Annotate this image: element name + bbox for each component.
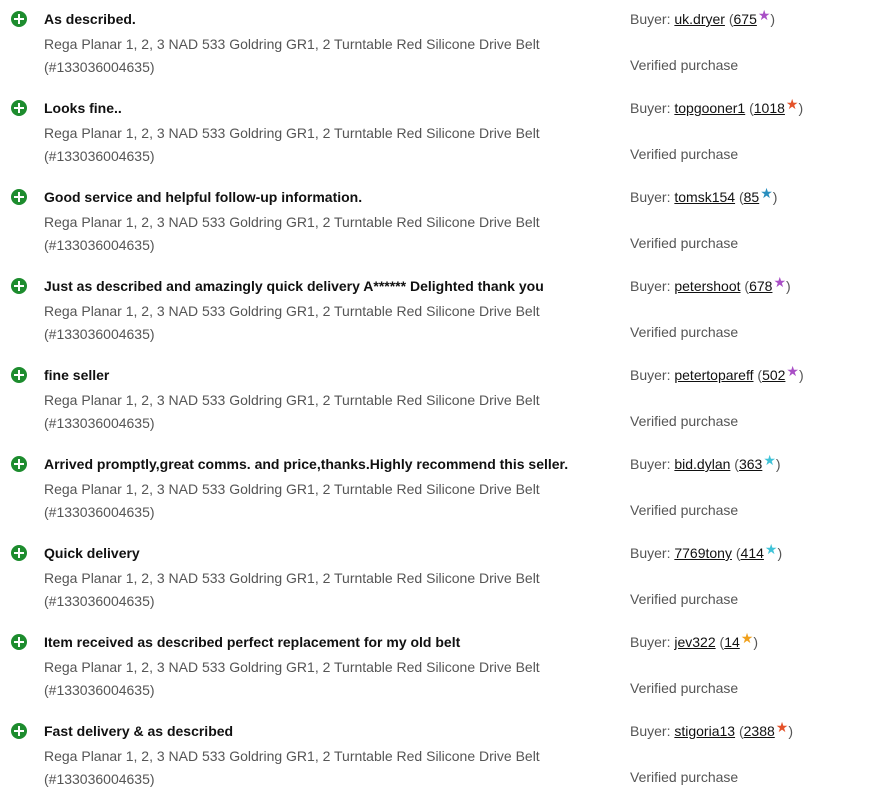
star-icon: ★	[786, 363, 799, 379]
item-title: Rega Planar 1, 2, 3 NAD 533 Goldring GR1, 2 Turntable Red Silicone Drive Belt	[44, 125, 540, 141]
feedback-comment: Arrived promptly,great comms. and price,thanks.Highly recommend this seller.	[44, 456, 569, 472]
feedback-row	[0, 453, 888, 542]
item-title: Rega Planar 1, 2, 3 NAD 533 Goldring GR1, 2 Turntable Red Silicone Drive Belt	[44, 748, 540, 764]
item-title: Rega Planar 1, 2, 3 NAD 533 Goldring GR1, 2 Turntable Red Silicone Drive Belt	[44, 659, 540, 675]
feedback-comment: As described.	[44, 11, 136, 27]
feedback-comment: Fast delivery & as described	[44, 723, 234, 739]
item-description	[44, 478, 604, 524]
feedback-row	[0, 631, 888, 720]
buyer-name-link[interactable]: topgooner1	[674, 100, 746, 116]
star-icon: ★	[760, 185, 773, 201]
buyer-info	[630, 185, 778, 206]
verified-purchase-label: Verified purchase	[630, 146, 739, 162]
feedback-score-link[interactable]: 678	[749, 278, 773, 294]
buyer-name-link[interactable]: 7769tony	[674, 545, 732, 561]
verified-purchase-label: Verified purchase	[630, 235, 739, 251]
item-title: Rega Planar 1, 2, 3 NAD 533 Goldring GR1, 2 Turntable Red Silicone Drive Belt	[44, 36, 540, 52]
buyer-label: Buyer:	[630, 189, 671, 205]
feedback-score-link[interactable]: 363	[738, 456, 763, 472]
buyer-info	[630, 274, 791, 295]
verified-purchase-label: Verified purchase	[630, 680, 739, 696]
feedback-score-link[interactable]: 502	[762, 367, 786, 383]
verified-purchase-label: Verified purchase	[630, 324, 739, 340]
item-title: Rega Planar 1, 2, 3 NAD 533 Goldring GR1, 2 Turntable Red Silicone Drive Belt	[44, 303, 540, 319]
open-paren: (	[738, 723, 744, 739]
item-title: Rega Planar 1, 2, 3 NAD 533 Goldring GR1, 2 Turntable Red Silicone Drive Belt	[44, 214, 540, 230]
verified-purchase-label: Verified purchase	[630, 769, 739, 785]
feedback-row	[0, 542, 888, 631]
positive-plus-icon	[11, 189, 27, 205]
item-title: Rega Planar 1, 2, 3 NAD 533 Goldring GR1, 2 Turntable Red Silicone Drive Belt	[44, 481, 540, 497]
feedback-row	[0, 8, 888, 97]
open-paren: (	[735, 545, 741, 561]
buyer-info	[630, 541, 783, 562]
buyer-info	[630, 452, 781, 473]
item-title: Rega Planar 1, 2, 3 NAD 533 Goldring GR1, 2 Turntable Red Silicone Drive Belt	[44, 392, 540, 408]
close-paren: )	[786, 278, 791, 294]
item-description	[44, 122, 604, 168]
item-description	[44, 33, 604, 79]
buyer-name-link[interactable]: tomsk154	[674, 189, 736, 205]
buyer-name-link[interactable]: uk.dryer	[674, 11, 725, 27]
buyer-label: Buyer:	[630, 456, 671, 472]
close-paren: )	[772, 189, 778, 205]
open-paren: (	[734, 456, 739, 472]
buyer-label: Buyer:	[630, 11, 671, 27]
feedback-row	[0, 720, 888, 792]
positive-plus-icon	[11, 634, 27, 650]
feedback-score-link[interactable]: 85	[743, 189, 760, 205]
buyer-name-link[interactable]: petertopareff	[674, 367, 754, 383]
positive-plus-icon	[11, 367, 27, 383]
buyer-name-link[interactable]: jev322	[674, 634, 716, 650]
open-paren: (	[749, 100, 754, 116]
star-icon: ★	[740, 630, 754, 646]
positive-plus-icon	[11, 723, 27, 739]
item-description	[44, 389, 604, 435]
open-paren: (	[728, 11, 734, 27]
feedback-row	[0, 364, 888, 453]
verified-purchase-label: Verified purchase	[630, 502, 739, 518]
feedback-row	[0, 186, 888, 275]
feedback-row	[0, 275, 888, 364]
item-description	[44, 300, 604, 346]
positive-plus-icon	[11, 456, 27, 472]
positive-plus-icon	[11, 545, 27, 561]
buyer-name-link[interactable]: bid.dylan	[674, 456, 731, 472]
buyer-info	[630, 96, 804, 117]
feedback-score-link[interactable]: 14	[724, 634, 740, 650]
feedback-comment: Looks fine..	[44, 100, 122, 116]
buyer-name-link[interactable]: stigoria13	[674, 723, 736, 739]
positive-plus-icon	[11, 100, 27, 116]
open-paren: (	[757, 367, 763, 383]
close-paren: )	[798, 367, 804, 383]
star-icon: ★	[764, 541, 778, 557]
feedback-score-link[interactable]: 414	[740, 545, 764, 561]
feedback-comment: fine seller	[44, 367, 110, 383]
buyer-info	[630, 719, 794, 740]
open-paren: (	[738, 189, 744, 205]
star-icon: ★	[775, 719, 789, 735]
close-paren: )	[753, 634, 758, 650]
buyer-info	[630, 363, 804, 384]
item-number: (#133036004635)	[44, 326, 155, 342]
star-icon: ★	[785, 96, 799, 112]
buyer-name-link[interactable]: petershoot	[674, 278, 741, 294]
feedback-score-link[interactable]: 1018	[753, 100, 785, 116]
buyer-label: Buyer:	[630, 634, 671, 650]
item-number: (#133036004635)	[44, 682, 155, 698]
verified-purchase-label: Verified purchase	[630, 57, 739, 73]
positive-plus-icon	[11, 278, 27, 294]
item-number: (#133036004635)	[44, 415, 155, 431]
item-description	[44, 656, 604, 702]
feedback-comment: Item received as described perfect replacement for my old belt	[44, 634, 461, 650]
buyer-label: Buyer:	[630, 278, 671, 294]
item-number: (#133036004635)	[44, 148, 155, 164]
feedback-comment: Quick delivery	[44, 545, 140, 561]
feedback-comment: Just as described and amazingly quick delivery A****** Delighted thank you	[44, 278, 544, 294]
star-icon: ★	[757, 7, 771, 23]
close-paren: )	[777, 545, 783, 561]
item-number: (#133036004635)	[44, 59, 155, 75]
item-number: (#133036004635)	[44, 771, 155, 787]
verified-purchase-label: Verified purchase	[630, 413, 739, 429]
open-paren: (	[744, 278, 750, 294]
feedback-score-link[interactable]: 2388	[743, 723, 775, 739]
item-title: Rega Planar 1, 2, 3 NAD 533 Goldring GR1, 2 Turntable Red Silicone Drive Belt	[44, 570, 540, 586]
item-number: (#133036004635)	[44, 237, 155, 253]
item-description	[44, 745, 604, 791]
item-number: (#133036004635)	[44, 504, 155, 520]
close-paren: )	[798, 100, 804, 116]
buyer-info	[630, 7, 776, 28]
buyer-info	[630, 630, 758, 651]
star-icon: ★	[763, 452, 776, 468]
feedback-row	[0, 97, 888, 186]
buyer-label: Buyer:	[630, 545, 671, 561]
open-paren: (	[719, 634, 725, 650]
feedback-score-link[interactable]: 675	[733, 11, 757, 27]
buyer-label: Buyer:	[630, 100, 671, 116]
close-paren: )	[770, 11, 776, 27]
item-description	[44, 567, 604, 613]
positive-plus-icon	[11, 11, 27, 27]
buyer-label: Buyer:	[630, 367, 671, 383]
item-number: (#133036004635)	[44, 593, 155, 609]
buyer-label: Buyer:	[630, 723, 671, 739]
verified-purchase-label: Verified purchase	[630, 591, 739, 607]
feedback-comment: Good service and helpful follow-up information.	[44, 189, 363, 205]
close-paren: )	[775, 456, 781, 472]
star-icon: ★	[773, 274, 787, 290]
close-paren: )	[788, 723, 794, 739]
item-description	[44, 211, 604, 257]
